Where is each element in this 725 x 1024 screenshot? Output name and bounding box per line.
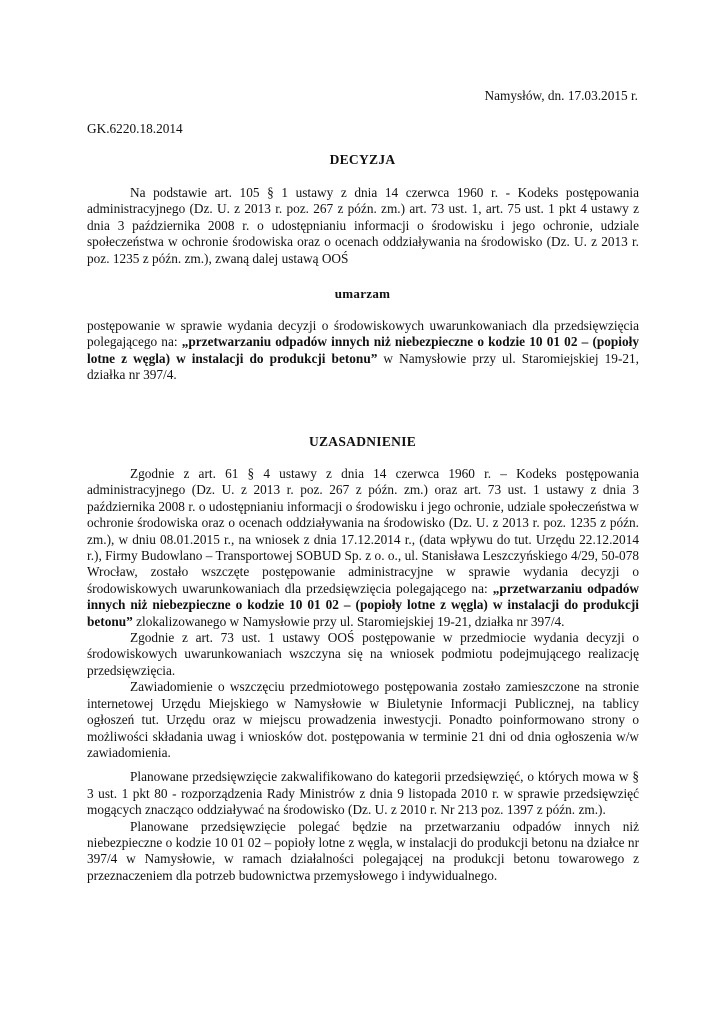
legal-basis-text: Na podstawie art. 105 § 1 ustawy z dnia 14 czerwca 1960 r. - Kodeks postępowania administracyjnego (Dz. U. z 2013 r. poz. 267 z późn. zm.) art. 73 ust. 1, art. 75 ust. 1 pkt 4 ustawy z dnia 3 października 2008 r. o udostępnianiu informacji o środowisku i jego ochronie, udziale społeczeństwa w ochronie środowiska oraz o ocenach oddziaływania na środowisko (Dz. U. z 2013 r. poz. 1235 z późn. zm.), zwaną dalej ustawą OOŚ xyxy=(87,185,639,266)
p1-location: zlokalizowanego w Namysłowie przy ul. Staromiejskiej 19-21, działka nr 397/4. xyxy=(132,613,565,629)
justification-body xyxy=(87,466,639,884)
justification-paragraph-2: Zgodnie z art. 73 ust. 1 ustawy OOŚ postępowanie w przedmiocie wydania decyzji o środowiskowych uwarunkowaniach wszczyna się na wniosek podmiotu podejmującego realizację przedsięwzięcia. xyxy=(87,630,639,678)
place-date: Namysłów, dn. 17.03.2015 r. xyxy=(484,88,638,103)
ruling-post: w Namysłowie przy ul. Staromiejskiej 19-21, działka nr 397/4. xyxy=(87,350,639,383)
justification-paragraph-3: Zawiadomienie o wszczęciu przedmiotowego postępowania zostało zamieszczone na stronie internetowej Urzędu Miejskiego w Namysłowie w Biuletynie Informacji Publicznej, na tablicy ogłoszeń tut. Urzędu oraz w miejscu prowadzenia inwestycji. Ponadto poinformowano strony o możliwości składania uwag i wniosków dot. postępowania w terminie 21 dni od dnia ogłoszenia w/w zawiadomienia. xyxy=(87,679,639,760)
justification-paragraph-5: Planowane przedsięwzięcie polegać będzie na przetwarzaniu odpadów innych niż niebezpieczne o kodzie 10 01 02 – popioły lotne z węgla, w instalacji do produkcji betonu na działce nr 397/4 w Namysłowie, w ramach działalności polegającej na produkcji betonu towarowego z przeznaczeniem dla potrzeb budownictwa przemysłowego i indywidualnego. xyxy=(87,818,639,883)
ruling-paragraph xyxy=(87,318,639,384)
justification-paragraph-1 xyxy=(87,466,639,630)
paragraph-gap xyxy=(87,761,639,769)
ruling-word: umarzam xyxy=(334,286,391,301)
ruling-project: „przetwarzaniu odpadów innych niż niebezpieczne o kodzie 10 01 02 – (popioły lotne z węgla) w instalacji do produkcji betonu” xyxy=(87,334,639,366)
p1-project: „przetwarzaniu odpadów innych niż niebezpieczne o kodzie 10 01 02 – (popioły lotne z węgla) w instalacji do produkcji betonu” xyxy=(87,580,639,629)
decision-title: DECYZJA xyxy=(329,152,396,167)
legal-basis xyxy=(87,185,639,267)
justification-title: UZASADNIENIE xyxy=(308,434,417,449)
justification-paragraph-4: Planowane przedsięwzięcie zakwalifikowano do kategorii przedsięwzięć, o których mowa w § 3 ust. 1 pkt 80 - rozporządzenia Rady Ministrów z dnia 9 listopada 2010 r. w sprawie przedsięwzięć mogących znacząco oddziaływać na środowisko (Dz. U. z 2010 r. Nr 213 poz. 1397 z późn. zm.). xyxy=(87,769,639,818)
case-number: GK.6220.18.2014 xyxy=(87,121,183,136)
ruling-pre: postępowanie w sprawie wydania decyzji o środowiskowych uwarunkowaniach dla przedsięwzięcia polegającego na: xyxy=(87,318,639,350)
p1-text: Zgodnie z art. 61 § 4 ustawy z dnia 14 czerwca 1960 r. – Kodeks postępowania administracyjnego (Dz. U. z 2013 r. poz. 267 z późn. zm.) oraz art. 73 ust. 1 ustawy z dnia 3 października 2008 r. o udostępnianiu informacji o środowisku i jego ochronie, udziale społeczeństwa w ochronie środowiska oraz o ocenach oddziaływania na środowisko (Dz. U. z 2013 r. poz. 1235 z późn. zm.), w dniu 08.01.2015 r., na wniosek z dnia 17.12.2014 r., (data wpływu do tut. Urzędu 22.12.2014 r.), Firmy Budowlano – Transportowej SOBUD Sp. z o. o., ul. Stanisława Leszczyńskiego 4/29, 50-078 Wrocław, zostało wszczęte postępowanie administracyjne w sprawie wydania decyzji o środowiskowych uwarunkowaniach dla przedsięwzięcia polegającego na: xyxy=(87,466,639,596)
